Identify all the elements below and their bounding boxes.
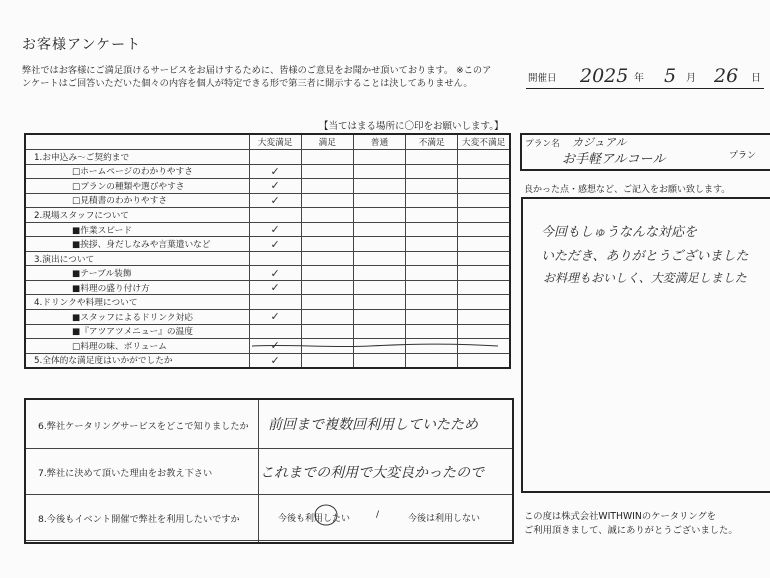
question-label: ■『アツアツメニュー』の温度 — [25, 324, 249, 339]
rating-cell[interactable] — [406, 150, 458, 165]
column-header: 満足 — [301, 134, 353, 150]
rating-cell[interactable] — [458, 237, 510, 252]
rating-cell[interactable] — [458, 222, 510, 237]
rating-cell[interactable] — [301, 353, 353, 368]
plan-label: プラン名 — [525, 139, 560, 149]
plan-field[interactable] — [520, 133, 770, 171]
rating-cell[interactable] — [249, 237, 301, 252]
q8-option-no[interactable]: 今後は利用しない — [408, 514, 481, 524]
rating-cell[interactable] — [301, 251, 353, 266]
check-mark: ✓ — [270, 193, 280, 207]
q7-row — [26, 448, 512, 495]
q8-question: 8.今後もイベント開催で弊社を利用したいですか — [38, 514, 240, 525]
date-month-unit: 月 — [686, 73, 696, 84]
q8-option-yes[interactable]: 今後も利用したい — [278, 514, 351, 524]
rating-cell[interactable] — [301, 208, 353, 223]
check-mark: ✓ — [270, 223, 280, 236]
rating-cell[interactable] — [458, 266, 510, 281]
rating-cell[interactable] — [458, 208, 510, 223]
rating-cell[interactable] — [406, 237, 458, 252]
rating-cell[interactable] — [458, 353, 510, 368]
rating-cell[interactable] — [353, 310, 405, 325]
rating-cell[interactable] — [458, 164, 510, 179]
rating-cell[interactable] — [406, 324, 458, 339]
rating-cell[interactable] — [301, 310, 353, 325]
comments-label: 良かった点・感想など、ご記入をお願い致します。 — [524, 185, 731, 195]
question-row — [25, 222, 510, 237]
date-year-unit: 年 — [634, 73, 644, 84]
question-label: ■作業スピード — [25, 222, 249, 237]
rating-cell[interactable] — [406, 251, 458, 266]
column-header: 普通 — [353, 134, 405, 150]
rating-cell[interactable] — [353, 208, 405, 223]
comment-line: いただき、ありがとうございました — [541, 249, 749, 264]
q6-question: 6.弊社ケータリングサービスをどこで知りましたか — [38, 421, 249, 432]
question-label: □ホームページのわかりやすさ — [25, 164, 249, 179]
section-row — [25, 353, 510, 368]
rating-cell[interactable] — [249, 353, 301, 368]
plan-value-line1: カジュアル — [572, 136, 627, 149]
check-mark: ✓ — [270, 164, 280, 178]
thanks-line: この度は株式会社WITHWINのケータリングを — [524, 511, 717, 522]
rating-cell[interactable] — [249, 179, 301, 194]
date-day: 26 — [714, 65, 739, 87]
rating-cell[interactable] — [301, 237, 353, 252]
rating-cell[interactable] — [249, 324, 301, 339]
rating-cell[interactable] — [301, 324, 353, 339]
thanks-line: ご利用頂きまして、誠にありがとうございました。 — [524, 524, 738, 536]
q6-answer[interactable]: 前回まで複数回利用していたため — [268, 417, 478, 433]
check-mark: ✓ — [270, 266, 280, 280]
comment-line: お料理もおいしく、大変満足しました — [543, 271, 747, 285]
selection-circle — [312, 502, 340, 528]
section-row — [25, 150, 510, 165]
handwritten-line — [250, 340, 500, 352]
question-row — [25, 193, 510, 208]
question-row — [25, 179, 510, 194]
rating-cell[interactable] — [353, 324, 405, 339]
rating-cell[interactable] — [353, 280, 405, 295]
date-label: 開催日 — [528, 73, 557, 84]
table-corner — [25, 134, 249, 150]
comments-box[interactable] — [521, 197, 770, 493]
check-mark: ✓ — [270, 310, 280, 324]
section-label: 2.現場スタッフについて — [25, 208, 249, 223]
rating-cell[interactable] — [406, 295, 458, 310]
q8-separator: / — [376, 510, 380, 520]
page-title: お客様アンケート — [22, 37, 142, 53]
rating-cell[interactable] — [301, 266, 353, 281]
question-row — [25, 164, 510, 179]
rating-cell[interactable] — [353, 295, 405, 310]
date-day-unit: 日 — [751, 73, 761, 84]
rating-cell[interactable] — [406, 193, 458, 208]
check-mark: ✓ — [270, 353, 280, 367]
check-mark: ✓ — [270, 179, 280, 193]
question-row — [25, 280, 510, 295]
question-label: □見積書のわかりやすさ — [25, 193, 249, 208]
rating-cell[interactable] — [353, 179, 405, 194]
rating-cell[interactable] — [406, 164, 458, 179]
section-row — [25, 295, 510, 310]
rating-cell[interactable] — [353, 237, 405, 252]
section-label: 1.お申込み～ご契約まで — [25, 150, 249, 165]
question-row — [25, 266, 510, 281]
rating-cell[interactable] — [406, 280, 458, 295]
rating-cell[interactable] — [458, 324, 510, 339]
rating-cell[interactable] — [249, 251, 301, 266]
rating-cell[interactable] — [249, 150, 301, 165]
rating-cell[interactable] — [458, 280, 510, 295]
survey-hint: 【当てはまる場所に〇印をお願いします。】 — [319, 121, 504, 132]
rating-cell[interactable] — [353, 353, 405, 368]
event-date-field[interactable] — [526, 60, 764, 89]
comment-line: 今回もしゅうなんな対応を — [541, 225, 698, 240]
question-label: ■挨拶、身だしなみや言葉遣いなど — [25, 237, 249, 252]
rating-cell[interactable] — [301, 222, 353, 237]
q7-question: 7.弊社に決めて頂いた理由をお教え下さい — [38, 468, 213, 479]
plan-value-line2: お手軽アルコール — [562, 152, 666, 167]
rating-cell[interactable] — [301, 150, 353, 165]
column-header: 大変満足 — [249, 134, 301, 150]
question-row — [25, 237, 510, 252]
check-mark: ✓ — [270, 281, 280, 295]
rating-cell[interactable] — [458, 150, 510, 165]
rating-cell[interactable] — [301, 164, 353, 179]
rating-cell[interactable] — [353, 150, 405, 165]
check-mark: ✓ — [270, 237, 280, 251]
check-mark: ✓ — [270, 339, 280, 353]
rating-cell[interactable] — [406, 353, 458, 368]
rating-cell[interactable] — [406, 266, 458, 281]
question-label: ■料理の盛り付け方 — [25, 280, 249, 295]
rating-cell[interactable] — [353, 266, 405, 281]
rating-cell[interactable] — [249, 222, 301, 237]
section-label: 3.演出について — [25, 251, 249, 266]
rating-cell[interactable] — [249, 193, 301, 208]
rating-cell[interactable] — [353, 164, 405, 179]
rating-cell[interactable] — [301, 295, 353, 310]
rating-cell[interactable] — [249, 164, 301, 179]
satisfaction-table — [24, 133, 511, 369]
question-label: ■テーブル装飾 — [25, 266, 249, 281]
column-divider — [258, 400, 259, 542]
rating-cell[interactable] — [458, 193, 510, 208]
section-row — [25, 208, 510, 223]
plan-suffix: プラン — [728, 151, 756, 161]
rating-cell[interactable] — [458, 251, 510, 266]
rating-cell[interactable] — [249, 280, 301, 295]
section-row — [25, 251, 510, 266]
rating-cell[interactable] — [249, 295, 301, 310]
date-year: 2025 — [580, 65, 629, 87]
free-answer-section — [24, 398, 514, 544]
question-label: □プランの種類や選びやすさ — [25, 179, 249, 194]
rating-cell[interactable] — [406, 310, 458, 325]
rating-cell[interactable] — [458, 179, 510, 194]
rating-cell[interactable] — [301, 280, 353, 295]
q6-row — [26, 400, 512, 449]
intro-text: 弊社ではお客様にご満足頂けるサービスをお届けするために、皆様のご意見をお聞かせ頂いております。 ※このアンケートはご回答いただいた個々の内容を個人が特定できる形で第三者に開示することは決してありません。 — [22, 65, 492, 89]
q7-answer[interactable]: これまでの利用で大変良かったので — [260, 465, 484, 481]
question-label: □料理の味、ボリューム — [25, 339, 249, 354]
rating-cell[interactable] — [458, 295, 510, 310]
rating-cell[interactable] — [249, 310, 301, 325]
rating-cell[interactable] — [406, 208, 458, 223]
question-row — [25, 310, 510, 325]
column-header: 不満足 — [406, 134, 458, 150]
column-header: 大変不満足 — [458, 134, 510, 150]
rating-cell[interactable] — [301, 179, 353, 194]
rating-cell[interactable] — [458, 310, 510, 325]
rating-cell[interactable] — [353, 193, 405, 208]
q8-row — [26, 494, 512, 541]
rating-cell[interactable] — [353, 222, 405, 237]
rating-cell[interactable] — [353, 251, 405, 266]
question-label: ■スタッフによるドリンク対応 — [25, 310, 249, 325]
thanks-message — [524, 510, 738, 537]
date-month: 5 — [664, 65, 677, 87]
rating-cell[interactable] — [406, 179, 458, 194]
rating-cell[interactable] — [301, 193, 353, 208]
rating-cell[interactable] — [249, 266, 301, 281]
rating-cell[interactable] — [406, 222, 458, 237]
question-row — [25, 324, 510, 339]
rating-cell[interactable] — [249, 208, 301, 223]
section-label: 4.ドリンクや料理について — [25, 295, 249, 310]
section-label: 5.全体的な満足度はいかがでしたか — [25, 353, 249, 368]
